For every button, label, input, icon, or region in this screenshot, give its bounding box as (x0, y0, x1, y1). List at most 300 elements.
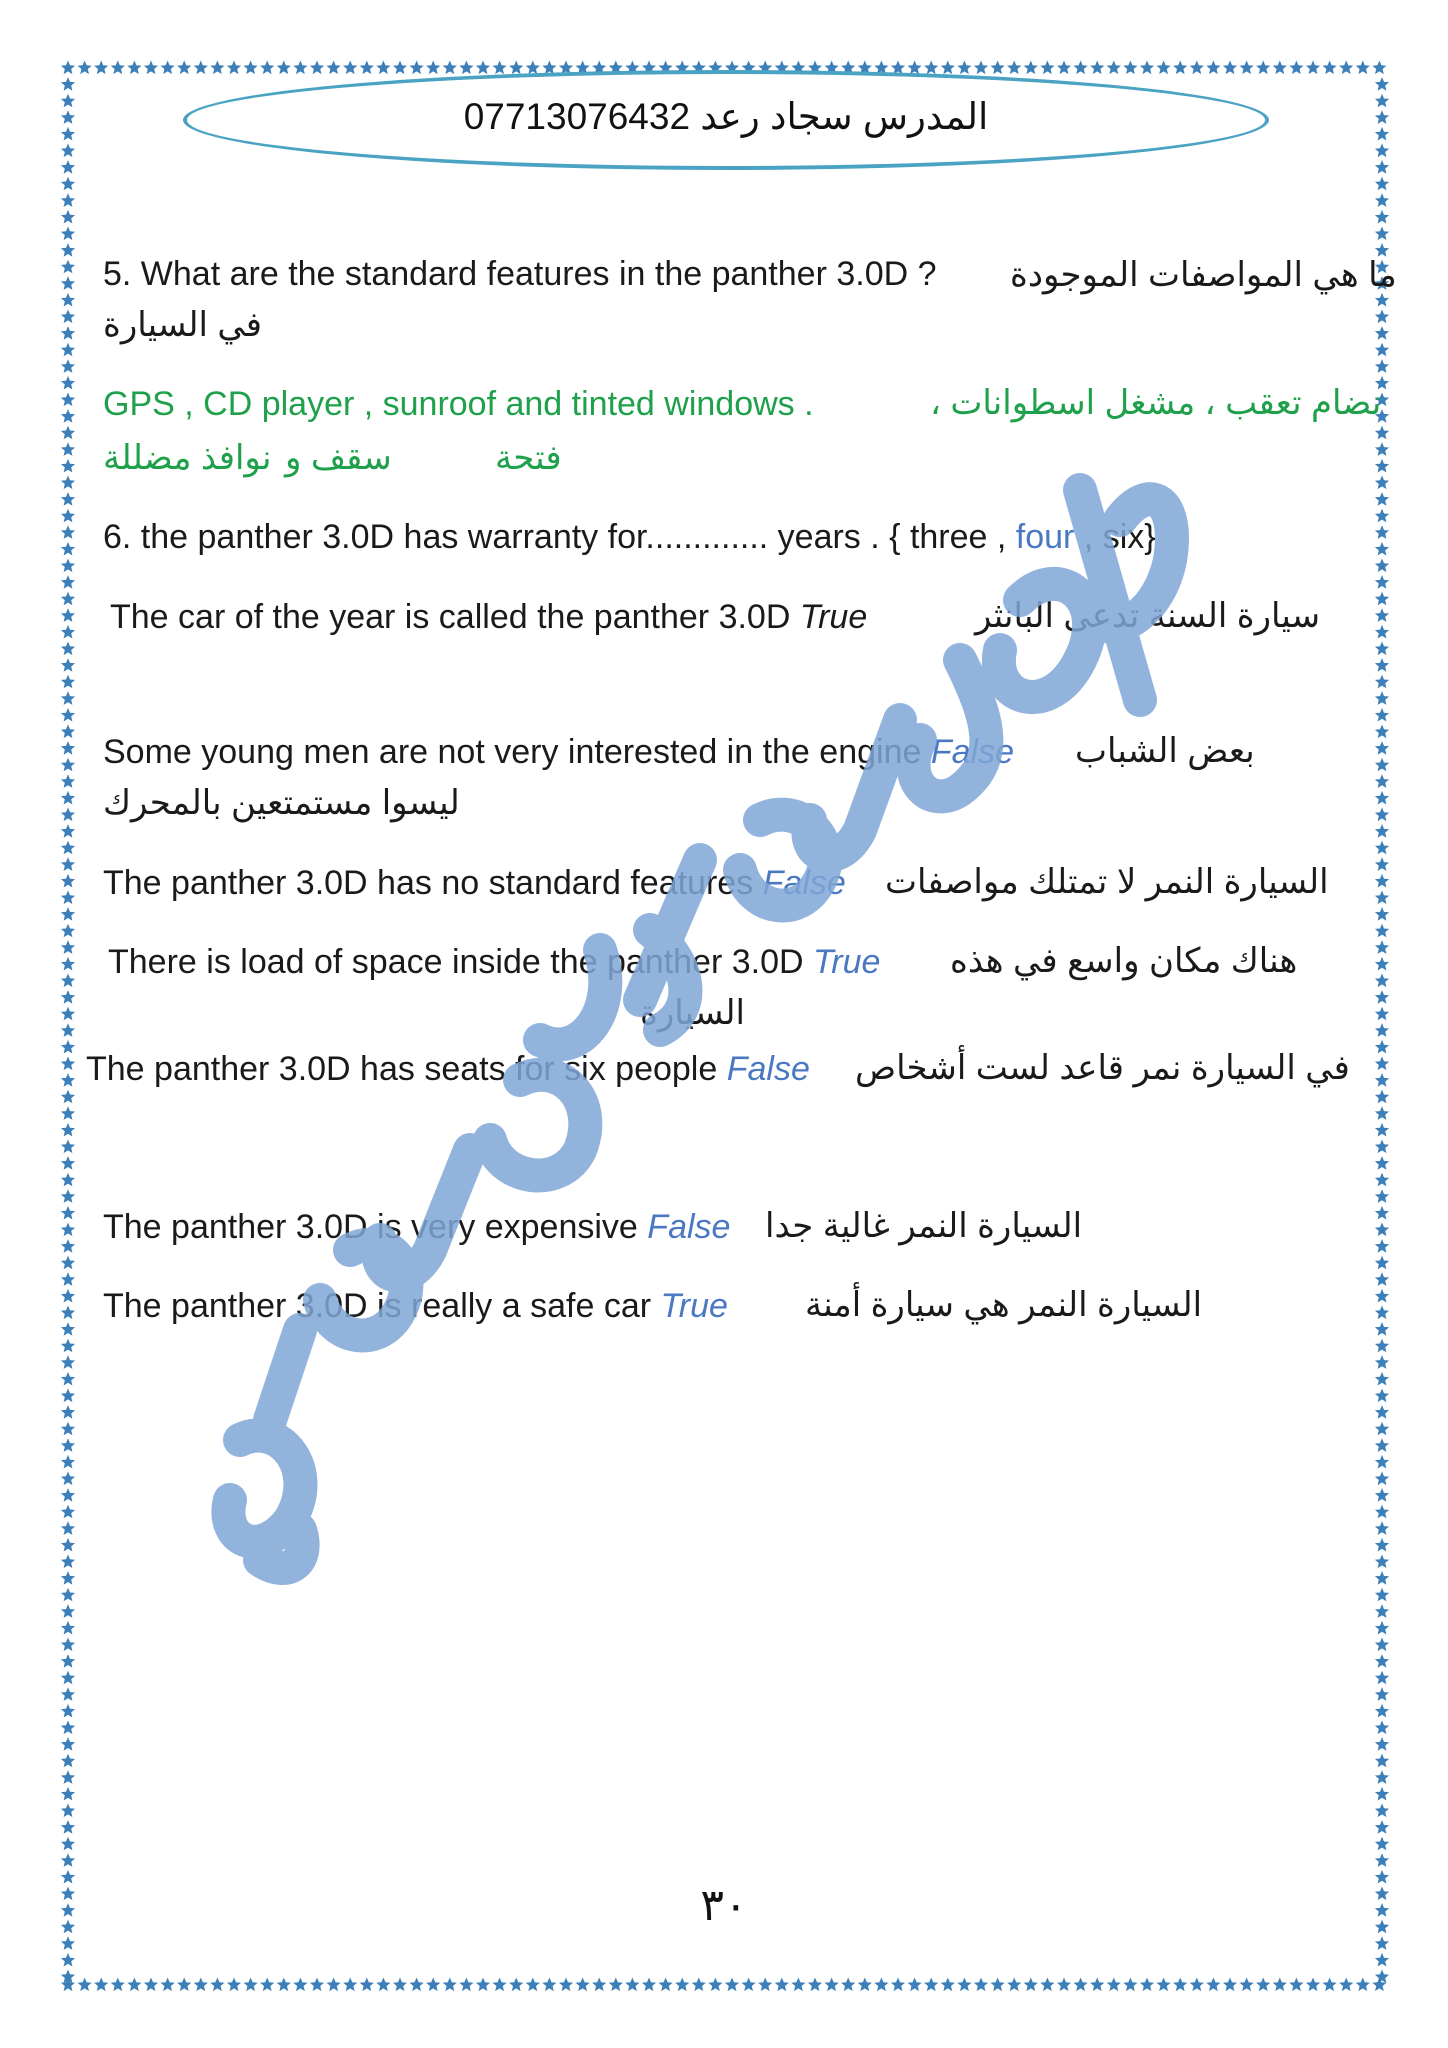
border-star (61, 874, 75, 888)
border-star (1375, 1621, 1389, 1635)
border-star (61, 974, 75, 988)
border-star (1090, 61, 1104, 75)
statement-4-en: There is load of space inside the panther 3.0D (108, 943, 804, 981)
border-star (61, 1604, 75, 1618)
border-star (1240, 1978, 1254, 1992)
border-star (476, 1978, 490, 1992)
border-star (941, 1978, 955, 1992)
q5-answer-ar-1: نضام تعقب ، مشغل اسطوانات ، (930, 384, 1382, 422)
statement-4-ar: هناك مكان واسع في هذه (950, 942, 1298, 980)
border-star (1289, 61, 1303, 75)
border-star (61, 310, 75, 324)
border-star (1375, 442, 1389, 456)
border-star (393, 1978, 407, 1992)
border-star (227, 61, 241, 75)
border-star (277, 61, 291, 75)
border-star (825, 1978, 839, 1992)
border-star (775, 1978, 789, 1992)
border-star (1375, 907, 1389, 921)
border-star (459, 61, 473, 75)
q5-answer-ar-2c: فتحة (495, 439, 562, 477)
border-star (1375, 210, 1389, 224)
border-star (61, 1189, 75, 1203)
border-star (509, 61, 523, 75)
border-star (61, 1023, 75, 1037)
statement-6-answer: False (647, 1208, 731, 1246)
border-star (708, 1978, 722, 1992)
border-star (61, 1638, 75, 1652)
border-star (1375, 642, 1389, 656)
border-star (61, 442, 75, 456)
border-star (1323, 1978, 1337, 1992)
statement-4-answer: True (813, 943, 881, 981)
border-star (1375, 725, 1389, 739)
border-star (1356, 61, 1370, 75)
border-star (61, 1936, 75, 1950)
border-star (1375, 1770, 1389, 1784)
statement-7-ar: السيارة النمر هي سيارة أمنة (805, 1286, 1203, 1324)
border-star (1074, 61, 1088, 75)
border-star (1240, 61, 1254, 75)
border-star (1107, 61, 1121, 75)
border-star (210, 1978, 224, 1992)
border-star (393, 61, 407, 75)
border-star (1375, 1754, 1389, 1768)
border-star (1375, 144, 1389, 158)
border-star (1375, 957, 1389, 971)
border-star (61, 160, 75, 174)
statement-6-ar: السيارة النمر غالية جدا (765, 1207, 1083, 1245)
border-star (1375, 77, 1389, 91)
border-star (111, 1978, 125, 1992)
border-star (1375, 509, 1389, 523)
border-star (61, 559, 75, 573)
statement-2-ar: بعض الشباب (1075, 732, 1255, 770)
statement-2-en: Some young men are not very interested in the engine (103, 733, 922, 771)
border-star (360, 1978, 374, 1992)
border-star (260, 1978, 274, 1992)
border-star (908, 1978, 922, 1992)
border-star (61, 210, 75, 224)
border-star (61, 1754, 75, 1768)
q5-answer-en: GPS , CD player , sunroof and tinted windows . (103, 385, 814, 423)
border-star (61, 509, 75, 523)
border-star (61, 592, 75, 606)
border-star (61, 1770, 75, 1784)
border-star (791, 1978, 805, 1992)
border-star (559, 1978, 573, 1992)
border-star (1223, 1978, 1237, 1992)
border-star (244, 1978, 258, 1992)
border-star (61, 359, 75, 373)
border-star (1223, 61, 1237, 75)
statement-3-ar: السيارة النمر لا تمتلك مواصفات (885, 863, 1329, 901)
border-star (1375, 841, 1389, 855)
statement-1 (110, 598, 867, 637)
border-star (61, 1787, 75, 1801)
border-star (61, 741, 75, 755)
border-star (61, 177, 75, 191)
border-star (61, 1007, 75, 1021)
border-star (61, 1953, 75, 1967)
statement-4 (108, 943, 880, 982)
border-star (1057, 61, 1071, 75)
border-star (1040, 61, 1054, 75)
border-star (360, 61, 374, 75)
statement-7-en: The panther 3.0D is really a safe car (103, 1287, 652, 1325)
border-star (1206, 1978, 1220, 1992)
border-star (61, 1405, 75, 1419)
border-star (1375, 1339, 1389, 1353)
border-star (493, 1978, 507, 1992)
border-star (991, 61, 1005, 75)
border-star (61, 227, 75, 241)
border-star (94, 61, 108, 75)
statement-7 (103, 1287, 728, 1326)
statement-5 (86, 1050, 810, 1089)
border-star (61, 1820, 75, 1834)
border-star (642, 1978, 656, 1992)
border-star (177, 1978, 191, 1992)
border-star (1375, 559, 1389, 573)
border-star (1289, 1978, 1303, 1992)
border-star (493, 61, 507, 75)
border-star (1375, 1073, 1389, 1087)
border-star (61, 1654, 75, 1668)
border-star (1090, 1978, 1104, 1992)
border-star (61, 1422, 75, 1436)
border-star (61, 1090, 75, 1104)
border-star (61, 1389, 75, 1403)
border-star (61, 492, 75, 506)
border-star (61, 1521, 75, 1535)
border-star (111, 61, 125, 75)
border-star (1375, 1206, 1389, 1220)
border-star (1375, 974, 1389, 988)
statement-3-en: The panther 3.0D has no standard features (103, 864, 754, 902)
border-star (61, 1173, 75, 1187)
border-star (177, 61, 191, 75)
statement-2 (103, 733, 1014, 772)
border-star (61, 642, 75, 656)
border-star (609, 1978, 623, 1992)
statement-6-en: The panther 3.0D is very expensive (103, 1208, 638, 1246)
border-star (61, 1555, 75, 1569)
border-star (1375, 791, 1389, 805)
border-star (61, 691, 75, 705)
q6-rest: , six} (1083, 518, 1156, 556)
q5-answer-ar-2b: سقف و (285, 439, 392, 477)
border-star (1375, 1272, 1389, 1286)
border-star (61, 393, 75, 407)
border-star (1173, 61, 1187, 75)
border-star (61, 1671, 75, 1685)
border-star (61, 1721, 75, 1735)
border-star (61, 127, 75, 141)
border-star (1375, 940, 1389, 954)
border-star (293, 61, 307, 75)
border-star (61, 1372, 75, 1386)
border-star (144, 1978, 158, 1992)
border-star (61, 243, 75, 257)
border-star (61, 1804, 75, 1818)
border-star (61, 1057, 75, 1071)
q5-question-en: 5. What are the standard features in the panther 3.0D ? (103, 255, 937, 293)
header-phone: 07713076432 (463, 96, 691, 137)
border-star (1375, 1389, 1389, 1403)
border-star (277, 1978, 291, 1992)
border-star (61, 1156, 75, 1170)
border-star (1375, 1936, 1389, 1950)
border-star (1375, 227, 1389, 241)
q6-text: 6. the panther 3.0D has warranty for............. years . { three , (103, 518, 1007, 556)
border-star (343, 1978, 357, 1992)
border-star (310, 1978, 324, 1992)
border-star (526, 1978, 540, 1992)
border-star (1375, 708, 1389, 722)
border-star (61, 824, 75, 838)
border-star (1375, 1023, 1389, 1037)
border-star (1173, 1978, 1187, 1992)
border-star (61, 841, 75, 855)
q6-answer: four (1015, 518, 1075, 556)
border-star (874, 1978, 888, 1992)
border-star (1375, 1289, 1389, 1303)
border-star (1375, 1787, 1389, 1801)
border-star (61, 575, 75, 589)
border-star (426, 1978, 440, 1992)
border-star (924, 61, 938, 75)
statement-6 (103, 1208, 730, 1247)
border-star (1375, 575, 1389, 589)
border-star (1375, 758, 1389, 772)
border-star (1375, 1970, 1389, 1984)
border-star (61, 625, 75, 639)
border-star (1375, 1638, 1389, 1652)
border-star (725, 1978, 739, 1992)
border-star (1375, 1306, 1389, 1320)
border-star (891, 1978, 905, 1992)
border-star (61, 725, 75, 739)
border-star (61, 94, 75, 108)
border-star (376, 61, 390, 75)
border-star (61, 1123, 75, 1137)
border-star (526, 61, 540, 75)
border-star (1057, 1978, 1071, 1992)
border-star (692, 1978, 706, 1992)
border-star (61, 144, 75, 158)
border-star (61, 675, 75, 689)
border-star (61, 1687, 75, 1701)
border-star (1375, 1422, 1389, 1436)
border-star (1375, 1173, 1389, 1187)
border-star (1375, 459, 1389, 473)
border-star (592, 1978, 606, 1992)
border-star (1024, 61, 1038, 75)
border-star (210, 61, 224, 75)
border-star (61, 1339, 75, 1353)
border-star (1024, 1978, 1038, 1992)
border-star (61, 1355, 75, 1369)
border-star (509, 1978, 523, 1992)
border-star (1375, 1123, 1389, 1137)
border-star (1140, 1978, 1154, 1992)
border-star (625, 1978, 639, 1992)
statement-2-answer: False (930, 733, 1014, 771)
border-star (742, 1978, 756, 1992)
border-star (1375, 874, 1389, 888)
border-star (1375, 177, 1389, 191)
border-star (1375, 741, 1389, 755)
border-star (1074, 1978, 1088, 1992)
border-star (61, 1488, 75, 1502)
border-star (1375, 658, 1389, 672)
border-star (61, 1040, 75, 1054)
border-star (61, 1853, 75, 1867)
border-star (61, 110, 75, 124)
q5-question-ar-1: ما هي المواصفات الموجودة (1010, 256, 1397, 294)
border-star (293, 1978, 307, 1992)
border-star (1375, 1505, 1389, 1519)
border-star (1375, 1820, 1389, 1834)
border-star (924, 1978, 938, 1992)
statement-5-ar: في السيارة نمر قاعد لست أشخاص (855, 1049, 1350, 1087)
border-star (61, 857, 75, 871)
border-star (61, 1737, 75, 1751)
border-star (61, 1837, 75, 1851)
border-star (327, 1978, 341, 1992)
border-star (1157, 1978, 1171, 1992)
border-star (327, 61, 341, 75)
border-star (61, 260, 75, 274)
border-star (1375, 1372, 1389, 1386)
border-star (194, 1978, 208, 1992)
border-star (61, 193, 75, 207)
border-star (78, 1978, 92, 1992)
border-star (61, 1438, 75, 1452)
statement-1-ar: سيارة السنة تدعى البانثر (975, 597, 1321, 635)
border-star (991, 1978, 1005, 1992)
border-star (61, 459, 75, 473)
border-star (1323, 61, 1337, 75)
border-star (127, 1978, 141, 1992)
border-star (1273, 1978, 1287, 1992)
border-star (1375, 1256, 1389, 1270)
border-star (260, 61, 274, 75)
border-star (144, 61, 158, 75)
border-star (61, 1472, 75, 1486)
border-star (61, 608, 75, 622)
border-star (1375, 1007, 1389, 1021)
border-star (61, 924, 75, 938)
border-star (1375, 1721, 1389, 1735)
border-star (410, 61, 424, 75)
border-star (1375, 160, 1389, 174)
border-star (1375, 1090, 1389, 1104)
page-number: ٣٠ (700, 1881, 748, 1930)
border-star (1375, 1040, 1389, 1054)
statement-1-en: The car of the year is called the panther 3.0D (110, 598, 791, 636)
border-star (841, 1978, 855, 1992)
border-star (1375, 1654, 1389, 1668)
border-star (1375, 808, 1389, 822)
border-star (1375, 1853, 1389, 1867)
border-star (1375, 1239, 1389, 1253)
border-star (1375, 1521, 1389, 1535)
statement-5-answer: False (726, 1050, 810, 1088)
border-star (61, 1239, 75, 1253)
border-star (1375, 1057, 1389, 1071)
border-star (1375, 94, 1389, 108)
border-star (61, 1588, 75, 1602)
border-star (61, 343, 75, 357)
border-star (1375, 1837, 1389, 1851)
border-star (376, 1978, 390, 1992)
border-star (1375, 1588, 1389, 1602)
statement-1-answer: True (799, 598, 868, 636)
border-star (1375, 492, 1389, 506)
statement-2-ar2: ليسوا مستمتعين بالمحرك (103, 784, 460, 822)
border-star (1372, 61, 1386, 75)
border-star (227, 1978, 241, 1992)
border-star (1190, 61, 1204, 75)
statement-3 (103, 864, 846, 903)
border-star (1375, 542, 1389, 556)
border-star (61, 758, 75, 772)
border-star (542, 1978, 556, 1992)
border-star (61, 1571, 75, 1585)
border-star (1375, 824, 1389, 838)
border-star (194, 61, 208, 75)
border-star (161, 1978, 175, 1992)
q5-question-ar-2: في السيارة (103, 306, 263, 344)
border-star (1375, 1687, 1389, 1701)
border-star (61, 1455, 75, 1469)
border-star (808, 1978, 822, 1992)
border-star (61, 957, 75, 971)
border-star (61, 1140, 75, 1154)
border-star (1375, 691, 1389, 705)
border-star (1375, 857, 1389, 871)
border-star (1375, 990, 1389, 1004)
border-star (61, 276, 75, 290)
border-star (1375, 1671, 1389, 1685)
border-star (61, 1272, 75, 1286)
border-star (1375, 1189, 1389, 1203)
border-star (1375, 1156, 1389, 1170)
border-star (1375, 1555, 1389, 1569)
border-star (1375, 1355, 1389, 1369)
border-star (1375, 1322, 1389, 1336)
border-star (1375, 1405, 1389, 1419)
border-star (61, 1621, 75, 1635)
q5-answer-ar-2a: نوافذ مضللة (103, 439, 272, 477)
border-star (61, 774, 75, 788)
border-star (61, 525, 75, 539)
border-star (61, 791, 75, 805)
border-star (61, 409, 75, 423)
border-star (1375, 326, 1389, 340)
border-star (1375, 675, 1389, 689)
border-star (310, 61, 324, 75)
border-star (61, 542, 75, 556)
border-star (1356, 1978, 1370, 1992)
border-star (1375, 1455, 1389, 1469)
border-star (61, 77, 75, 91)
border-star (61, 658, 75, 672)
border-star (1375, 1106, 1389, 1120)
border-star (61, 1704, 75, 1718)
